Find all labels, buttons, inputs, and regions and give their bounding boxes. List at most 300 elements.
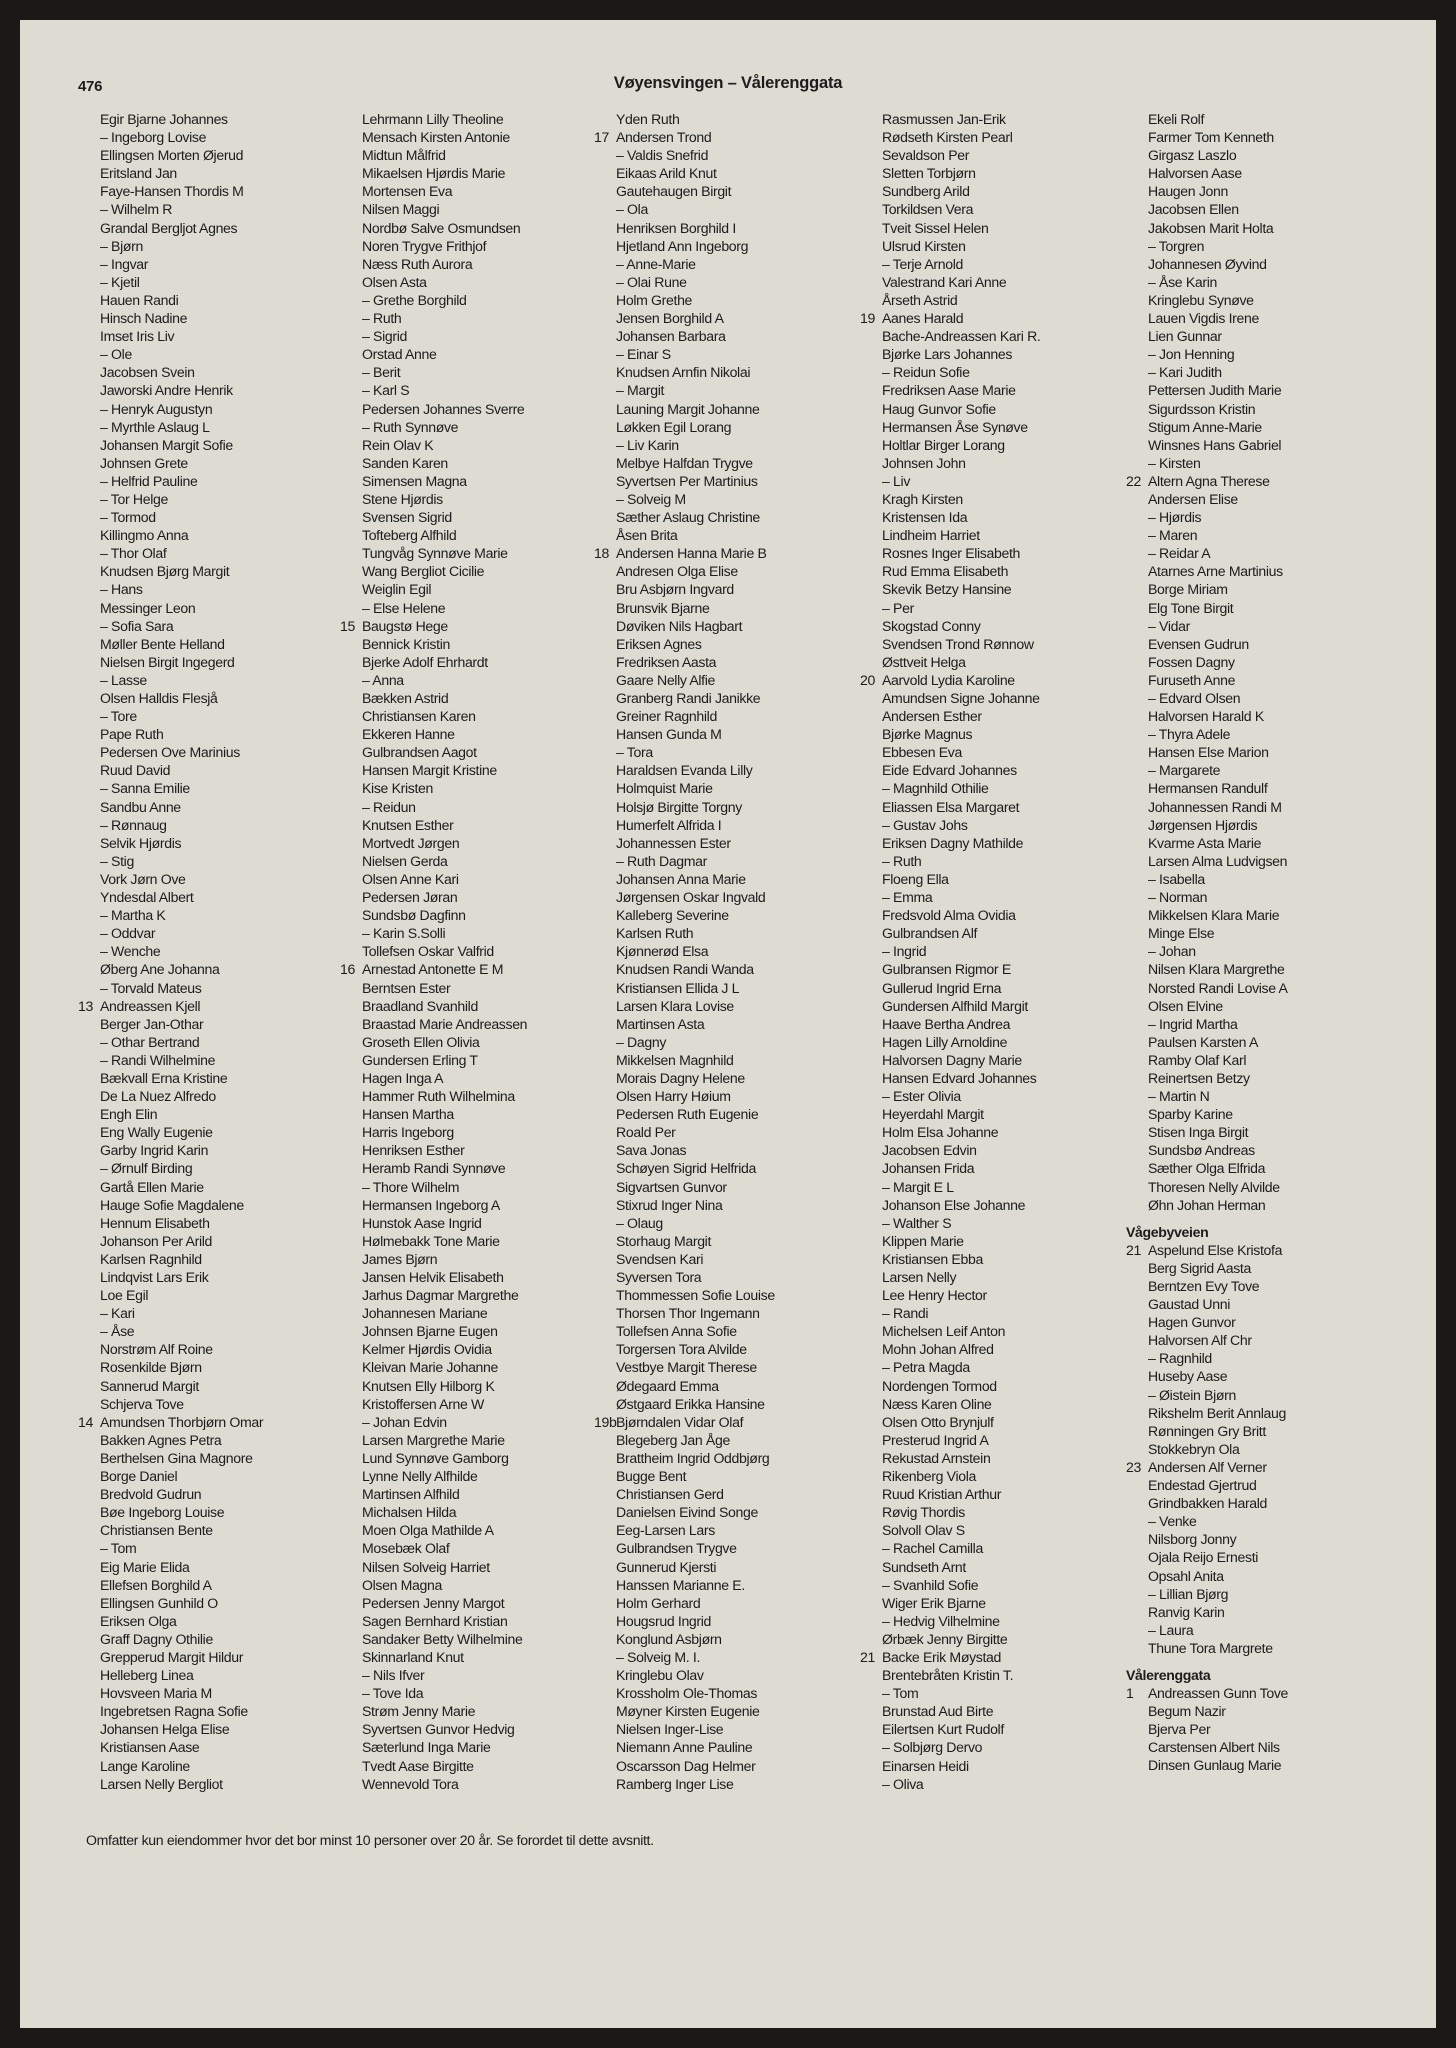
resident-entry <box>1126 1756 1386 1774</box>
resident-name: Ødegaard Emma <box>616 1377 719 1394</box>
resident-entry <box>594 1521 854 1539</box>
resident-entry <box>340 1178 600 1196</box>
resident-entry <box>594 617 854 635</box>
resident-name: James Bjørn <box>362 1250 438 1267</box>
resident-name: Gulbrandsen Trygve <box>616 1540 737 1557</box>
resident-entry <box>860 1630 1120 1648</box>
resident-entry <box>78 1612 338 1630</box>
resident-entry <box>340 725 600 743</box>
resident-name: Eig Marie Elida <box>100 1558 190 1575</box>
resident-entry <box>78 146 338 164</box>
resident-entry <box>1126 255 1386 273</box>
resident-name: Eeg-Larsen Lars <box>616 1522 715 1539</box>
resident-name: Skinnarland Knut <box>362 1648 464 1665</box>
resident-name: Amundsen Signe Johanne <box>882 690 1040 706</box>
resident-name: Martinsen Asta <box>616 1015 705 1032</box>
house-number: 21 <box>1126 1241 1141 1258</box>
resident-entry <box>860 635 1120 653</box>
resident-entry <box>78 707 338 725</box>
resident-entry <box>594 472 854 490</box>
resident-entry <box>340 798 600 816</box>
resident-name: Jensen Borghild A <box>616 310 724 327</box>
resident-name: Thoresen Nelly Alvilde <box>1148 1178 1280 1195</box>
resident-entry <box>340 327 600 345</box>
resident-entry <box>1126 617 1386 635</box>
resident-name: Midtun Målfrid <box>362 147 446 164</box>
resident-name: Hammer Ruth Wilhelmina <box>362 1088 515 1105</box>
resident-name: Tveit Sissel Helen <box>882 219 989 236</box>
resident-entry <box>860 743 1120 761</box>
resident-entry <box>78 1485 338 1503</box>
resident-entry <box>78 490 338 508</box>
resident-entry <box>1126 1720 1386 1738</box>
resident-name: Haug Gunvor Sofie <box>882 400 996 417</box>
resident-name: Yden Ruth <box>616 111 680 127</box>
resident-name: Wennevold Tora <box>362 1775 459 1792</box>
resident-name: Hinsch Nadine <box>100 310 188 327</box>
resident-entry <box>594 1196 854 1214</box>
resident-entry <box>340 1521 600 1539</box>
resident-entry <box>340 834 600 852</box>
resident-entry <box>340 1503 600 1521</box>
resident-name: Mikaelsen Hjørdis Marie <box>362 165 506 182</box>
resident-entry <box>594 544 854 562</box>
resident-name: Andersen Hanna Marie B <box>616 545 767 562</box>
resident-entry <box>860 291 1120 309</box>
resident-entry <box>78 182 338 200</box>
resident-entry <box>78 1775 338 1793</box>
resident-entry <box>860 653 1120 671</box>
resident-entry <box>78 870 338 888</box>
resident-name: – Margit <box>616 382 665 399</box>
resident-name: Holtlar Birger Lorang <box>882 436 1005 453</box>
resident-name: – Wenche <box>100 943 161 960</box>
resident-entry <box>340 309 600 327</box>
resident-entry <box>594 1159 854 1177</box>
directory-page <box>20 20 1436 2028</box>
resident-entry <box>340 870 600 888</box>
resident-entry <box>340 1630 600 1648</box>
resident-entry <box>594 273 854 291</box>
resident-name: Lund Synnøve Gamborg <box>362 1449 509 1466</box>
resident-name: – Karin S.Solli <box>362 925 446 942</box>
resident-entry <box>78 345 338 363</box>
resident-name: Eikaas Arild Knut <box>616 165 717 182</box>
resident-entry <box>860 1684 1120 1702</box>
resident-entry <box>1126 1259 1386 1277</box>
resident-entry <box>860 924 1120 942</box>
resident-entry <box>78 1576 338 1594</box>
resident-entry <box>594 852 854 870</box>
resident-name: Bøe Ingeborg Louise <box>100 1504 225 1521</box>
resident-entry <box>594 707 854 725</box>
resident-entry <box>594 1558 854 1576</box>
resident-name: – Solbjørg Dervo <box>882 1739 983 1756</box>
resident-entry <box>594 960 854 978</box>
resident-entry <box>1126 400 1386 418</box>
resident-name: Andersen Elise <box>1148 490 1238 507</box>
resident-name: – Magnhild Othilie <box>882 780 989 797</box>
resident-name: De La Nuez Alfredo <box>100 1088 216 1105</box>
resident-name: Floeng Ella <box>882 870 949 887</box>
resident-name: – Martha K <box>100 907 166 924</box>
resident-entry <box>860 1576 1120 1594</box>
resident-name: Hermansen Åse Synøve <box>882 418 1028 435</box>
house-number: 1 <box>1126 1685 1134 1702</box>
resident-entry <box>1126 1196 1386 1214</box>
resident-entry <box>860 707 1120 725</box>
resident-entry <box>340 1250 600 1268</box>
resident-entry <box>78 327 338 345</box>
resident-entry <box>340 1232 600 1250</box>
resident-entry <box>1126 508 1386 526</box>
resident-entry <box>340 345 600 363</box>
resident-entry <box>340 291 600 309</box>
resident-name: Brentebråten Kristin T. <box>882 1667 1014 1684</box>
resident-name: Ekeli Rolf <box>1148 111 1205 127</box>
resident-name: Olsen Magna <box>362 1576 442 1593</box>
section-gap <box>1126 1657 1386 1666</box>
resident-entry <box>78 1449 338 1467</box>
resident-entry <box>78 400 338 418</box>
resident-entry <box>594 1630 854 1648</box>
resident-name: Svensen Sigrid <box>362 509 452 526</box>
resident-entry <box>860 381 1120 399</box>
resident-entry <box>340 1738 600 1756</box>
resident-name: Aspelund Else Kristofa <box>1148 1241 1283 1258</box>
resident-name: Skogstad Conny <box>882 617 981 634</box>
resident-name: Kringlebu Synøve <box>1148 291 1254 308</box>
resident-entry <box>78 1123 338 1141</box>
resident-name: – Torgren <box>1148 237 1205 254</box>
resident-name: – Martin N <box>1148 1088 1210 1105</box>
resident-name: Braastad Marie Andreassen <box>362 1015 528 1032</box>
resident-name: Krossholm Ole-Thomas <box>616 1685 758 1702</box>
resident-name: Knutsen Esther <box>362 816 454 833</box>
resident-entry <box>594 1467 854 1485</box>
resident-name: – Ruth Dagmar <box>616 852 708 869</box>
resident-name: Engh Elin <box>100 1106 158 1123</box>
resident-entry <box>340 381 600 399</box>
resident-entry <box>78 997 338 1015</box>
resident-entry <box>340 1702 600 1720</box>
resident-name: Backe Erik Møystad <box>882 1648 1002 1665</box>
resident-name: Torgersen Tora Alvilde <box>616 1341 747 1358</box>
resident-entry <box>340 888 600 906</box>
house-number: 14 <box>78 1413 93 1430</box>
resident-entry <box>860 599 1120 617</box>
resident-entry <box>340 1413 600 1431</box>
resident-entry <box>594 1738 854 1756</box>
resident-entry <box>1126 761 1386 779</box>
resident-name: Einarsen Heidi <box>882 1757 969 1774</box>
resident-entry <box>594 671 854 689</box>
resident-entry <box>594 562 854 580</box>
resident-name: – Nils Ifver <box>362 1667 425 1684</box>
resident-entry <box>594 309 854 327</box>
resident-name: – Øistein Bjørn <box>1148 1386 1236 1403</box>
resident-entry <box>78 544 338 562</box>
resident-name: – Ingrid <box>882 943 927 960</box>
resident-name: – Kirsten <box>1148 454 1201 471</box>
resident-entry <box>594 1250 854 1268</box>
resident-name: Syversen Tora <box>616 1269 702 1285</box>
resident-entry <box>1126 1530 1386 1548</box>
resident-name: Bru Asbjørn Ingvard <box>616 581 734 598</box>
resident-entry <box>594 870 854 888</box>
resident-name: Borge Daniel <box>100 1468 178 1485</box>
resident-name: Ellingsen Gunhild O <box>100 1594 218 1611</box>
resident-entry <box>78 852 338 870</box>
resident-entry <box>594 1105 854 1123</box>
resident-name: Thune Tora Margrete <box>1148 1639 1273 1656</box>
resident-name: Mensach Kirsten Antonie <box>362 129 510 146</box>
resident-name: Braadland Svanhild <box>362 997 478 1014</box>
resident-name: Kristoffersen Arne W <box>362 1395 484 1412</box>
resident-name: Mosebæk Olaf <box>362 1540 450 1557</box>
resident-name: – Randi <box>882 1305 929 1322</box>
resident-entry <box>1126 1313 1386 1331</box>
resident-entry <box>594 779 854 797</box>
resident-name: Dinsen Gunlaug Marie <box>1148 1757 1282 1774</box>
resident-name: Kristiansen Aase <box>100 1739 200 1756</box>
resident-entry <box>594 327 854 345</box>
resident-entry <box>340 418 600 436</box>
resident-name: Holm Grethe <box>616 291 693 308</box>
resident-entry <box>1126 1684 1386 1702</box>
resident-entry <box>340 779 600 797</box>
resident-name: Rosnes Inger Elisabeth <box>882 545 1021 562</box>
resident-entry <box>340 960 600 978</box>
resident-entry <box>78 1304 338 1322</box>
resident-name: Bjerva Per <box>1148 1721 1211 1738</box>
resident-entry <box>594 798 854 816</box>
resident-entry <box>340 1485 600 1503</box>
resident-name: Sigvartsen Gunvor <box>616 1178 727 1195</box>
resident-name: – Helfrid Pauline <box>100 472 198 489</box>
resident-entry <box>860 544 1120 562</box>
resident-entry <box>340 1757 600 1775</box>
resident-name: Kvarme Asta Marie <box>1148 834 1262 851</box>
resident-name: – Dagny <box>616 1033 667 1050</box>
resident-entry <box>340 128 600 146</box>
resident-entry <box>1126 707 1386 725</box>
resident-entry <box>340 490 600 508</box>
resident-name: Nielsen Inger-Lise <box>616 1721 724 1738</box>
resident-name: Olsen Harry Høium <box>616 1088 731 1105</box>
resident-name: Nordbø Salve Osmundsen <box>362 219 521 236</box>
resident-name: Sundsbø Andreas <box>1148 1142 1255 1159</box>
resident-entry <box>860 1377 1120 1395</box>
resident-entry <box>860 345 1120 363</box>
resident-name: Heyerdahl Margit <box>882 1106 984 1123</box>
resident-name: Sletten Torbjørn <box>882 165 976 182</box>
resident-name: Minge Else <box>1148 925 1215 942</box>
resident-name: Sparby Karine <box>1148 1106 1233 1123</box>
resident-entry <box>594 1051 854 1069</box>
resident-name: Pedersen Ruth Eugenie <box>616 1106 759 1123</box>
resident-name: Storhaug Margit <box>616 1232 712 1249</box>
resident-name: Faye-Hansen Thordis M <box>100 183 244 200</box>
resident-name: – Olai Rune <box>616 273 687 290</box>
resident-name: Hagen Gunvor <box>1148 1314 1236 1331</box>
resident-entry <box>594 1757 854 1775</box>
resident-entry <box>340 1069 600 1087</box>
resident-name: Schøyen Sigrid Helfrida <box>616 1160 756 1177</box>
resident-name: Hansen Edvard Johannes <box>882 1069 1037 1086</box>
resident-entry <box>78 219 338 237</box>
resident-entry <box>860 1178 1120 1196</box>
resident-entry <box>860 1702 1120 1720</box>
resident-name: – Thore Wilhelm <box>362 1178 460 1195</box>
resident-entry <box>860 1558 1120 1576</box>
resident-name: Halvorsen Dagny Marie <box>882 1051 1022 1068</box>
resident-name: Michalsen Hilda <box>362 1504 457 1521</box>
resident-entry <box>594 128 854 146</box>
resident-entry <box>860 816 1120 834</box>
resident-entry <box>78 1630 338 1648</box>
resident-entry <box>340 1666 600 1684</box>
resident-name: Kringlebu Olav <box>616 1667 704 1684</box>
resident-name: Hansen Martha <box>362 1106 454 1123</box>
resident-name: Bjørke Magnus <box>882 726 973 743</box>
resident-name: Lindqvist Lars Erik <box>100 1269 209 1285</box>
resident-entry <box>594 1594 854 1612</box>
resident-entry <box>78 472 338 490</box>
resident-name: Sandaker Betty Wilhelmine <box>362 1630 523 1647</box>
resident-entry <box>78 1033 338 1051</box>
resident-entry <box>860 1123 1120 1141</box>
resident-name: Stixrud Inger Nina <box>616 1196 723 1213</box>
resident-name: Aanes Harald <box>882 310 964 327</box>
resident-name: Sannerud Margit <box>100 1377 199 1394</box>
resident-name: Pedersen Johannes Sverre <box>362 400 525 417</box>
resident-entry <box>594 1069 854 1087</box>
resident-name: – Berit <box>362 364 401 381</box>
resident-name: Sæther Aslaug Christine <box>616 509 760 526</box>
resident-name: Kragh Kirsten <box>882 490 963 507</box>
resident-entry <box>594 110 854 128</box>
resident-name: Nielsen Birgit Ingegerd <box>100 653 235 670</box>
resident-name: – Åse <box>100 1323 135 1340</box>
resident-entry <box>594 599 854 617</box>
resident-entry <box>594 1123 854 1141</box>
resident-name: – Einar S <box>616 346 671 363</box>
resident-name: Bakken Agnes Petra <box>100 1431 222 1448</box>
resident-entry <box>594 146 854 164</box>
resident-entry <box>860 128 1120 146</box>
resident-name: Rønningen Gry Britt <box>1148 1422 1266 1439</box>
resident-entry <box>1126 1331 1386 1349</box>
resident-name: Jørgensen Hjørdis <box>1148 816 1258 833</box>
resident-entry <box>340 1358 600 1376</box>
resident-name: Solvoll Olav S <box>882 1522 965 1539</box>
resident-name: Schjerva Tove <box>100 1395 184 1412</box>
resident-entry <box>78 1666 338 1684</box>
resident-name: Orstad Anne <box>362 346 437 363</box>
resident-entry <box>860 110 1120 128</box>
resident-entry <box>340 1051 600 1069</box>
resident-entry <box>860 1757 1120 1775</box>
resident-name: Hjetland Ann Ingeborg <box>616 237 749 254</box>
resident-entry <box>340 1576 600 1594</box>
resident-name: – Johan Edvin <box>362 1413 447 1430</box>
resident-name: – Johan <box>1148 943 1196 960</box>
house-number: 19 <box>860 310 875 327</box>
resident-entry <box>594 1268 854 1286</box>
resident-entry <box>78 1521 338 1539</box>
resident-entry <box>78 1178 338 1196</box>
resident-name: Endestad Gjertrud <box>1148 1477 1257 1494</box>
resident-entry <box>78 580 338 598</box>
resident-entry <box>860 1322 1120 1340</box>
house-number: 15 <box>340 617 355 634</box>
resident-entry <box>860 725 1120 743</box>
resident-entry <box>78 436 338 454</box>
resident-name: – Grethe Borghild <box>362 291 467 308</box>
resident-name: Gundersen Alfhild Margit <box>882 997 1028 1014</box>
resident-entry <box>594 1304 854 1322</box>
resident-entry <box>340 1449 600 1467</box>
resident-entry <box>860 779 1120 797</box>
resident-entry <box>340 1539 600 1557</box>
resident-name: Fredriksen Aasta <box>616 653 717 670</box>
resident-name: Ranvig Karin <box>1148 1603 1225 1620</box>
resident-name: Roald Per <box>616 1124 676 1141</box>
resident-entry <box>860 1485 1120 1503</box>
resident-entry <box>860 200 1120 218</box>
resident-entry <box>594 834 854 852</box>
resident-name: Nilsborg Jonny <box>1148 1531 1237 1548</box>
resident-entry <box>594 1720 854 1738</box>
resident-name: – Isabella <box>1148 870 1205 887</box>
resident-name: Lange Karoline <box>100 1757 190 1774</box>
resident-entry <box>78 1250 338 1268</box>
resident-entry <box>78 1377 338 1395</box>
resident-name: Grandal Bergljot Agnes <box>100 219 238 236</box>
resident-entry <box>340 164 600 182</box>
resident-name: – Anne-Marie <box>616 255 696 272</box>
resident-entry <box>340 942 600 960</box>
resident-entry <box>860 146 1120 164</box>
resident-entry <box>78 526 338 544</box>
resident-entry <box>78 255 338 273</box>
resident-name: Gunnerud Kjersti <box>616 1558 717 1575</box>
resident-entry <box>78 653 338 671</box>
resident-entry <box>78 1413 338 1431</box>
resident-entry <box>860 490 1120 508</box>
resident-name: Kristiansen Ebba <box>882 1250 983 1267</box>
resident-name: Andersen Alf Verner <box>1148 1458 1267 1475</box>
resident-name: Karlsen Ragnhild <box>100 1250 202 1267</box>
resident-name: Gundersen Erling T <box>362 1051 478 1068</box>
resident-entry <box>860 942 1120 960</box>
resident-name: – Oddvar <box>100 925 156 942</box>
resident-name: – Randi Wilhelmine <box>100 1051 216 1068</box>
resident-name: Fredsvold Alma Ovidia <box>882 907 1016 924</box>
resident-name: Nilsen Klara Margrethe <box>1148 961 1285 978</box>
resident-entry <box>340 1467 600 1485</box>
resident-name: – Maren <box>1148 527 1198 544</box>
resident-name: – Wilhelm R <box>100 201 173 218</box>
house-number: 20 <box>860 671 875 688</box>
resident-entry <box>1126 436 1386 454</box>
resident-name: – Gustav Johs <box>882 816 968 833</box>
resident-name: Hermansen Randulf <box>1148 780 1268 797</box>
resident-entry <box>594 761 854 779</box>
resident-entry <box>340 508 600 526</box>
resident-name: Christiansen Bente <box>100 1522 213 1539</box>
